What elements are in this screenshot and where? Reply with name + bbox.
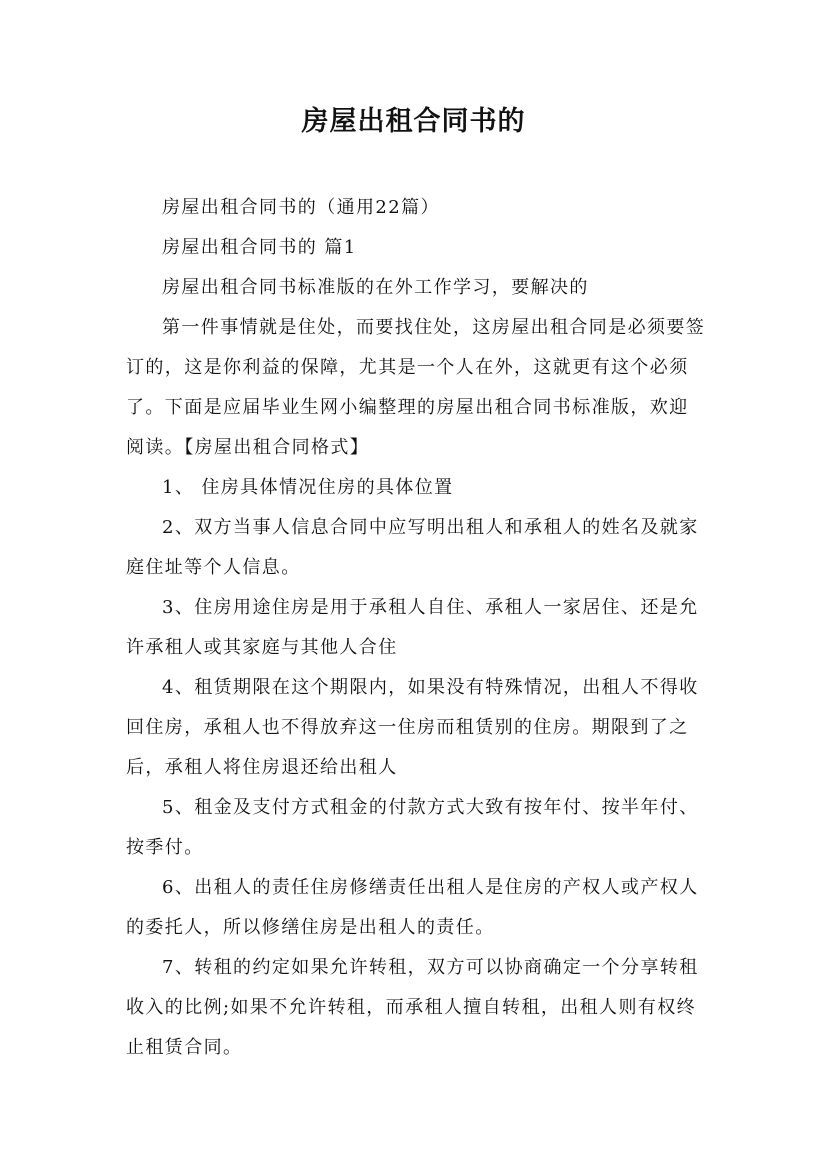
document-body bbox=[126, 188, 706, 1068]
paragraph-item-6: 6、出租人的责任住房修缮责任出租人是住房的产权人或产权人的委托人，所以修缮住房是出租人的责任。 bbox=[126, 877, 699, 938]
paragraph-item-2: 2、双方当事人信息合同中应写明出租人和承租人的姓名及就家庭住址等个人信息。 bbox=[126, 517, 699, 578]
paragraph-subtitle: 房屋出租合同书的（通用22篇） bbox=[162, 197, 440, 218]
paragraph-item-1: 1、 住房具体情况住房的具体位置 bbox=[162, 477, 454, 498]
paragraph-intro: 房屋出租合同书标准版的在外工作学习，要解决的 bbox=[162, 277, 589, 298]
document-title: 房屋出租合同书的 bbox=[301, 106, 526, 137]
paragraph-chapter-heading: 房屋出租合同书的 篇1 bbox=[162, 237, 357, 258]
paragraph-intro-continued: 第一件事情就是住处，而要找住处，这房屋出租合同是必须要签订的，这是你利益的保障，尤其是一个人在外，这就更有这个必须了。下面是应届毕业生网小编整理的房屋出租合同书标准版，欢迎阅读。【房屋出租合同格式】 bbox=[126, 317, 706, 458]
paragraph-item-3: 3、住房用途住房是用于承租人自住、承租人一家居住、还是允许承租人或其家庭与其他人合住 bbox=[126, 597, 699, 658]
paragraph-item-4: 4、租赁期限在这个期限内，如果没有特殊情况，出租人不得收回住房，承租人也不得放弃这一住房而租赁别的住房。期限到了之后，承租人将住房退还给出租人 bbox=[126, 677, 699, 778]
paragraph-item-7: 7、转租的约定如果允许转租，双方可以协商确定一个分享转租收入的比例;如果不允许转租，而承租人擅自转租，出租人则有权终止租赁合同。 bbox=[126, 957, 699, 1058]
paragraph-item-5: 5、租金及支付方式租金的付款方式大致有按年付、按半年付、按季付。 bbox=[126, 797, 699, 858]
